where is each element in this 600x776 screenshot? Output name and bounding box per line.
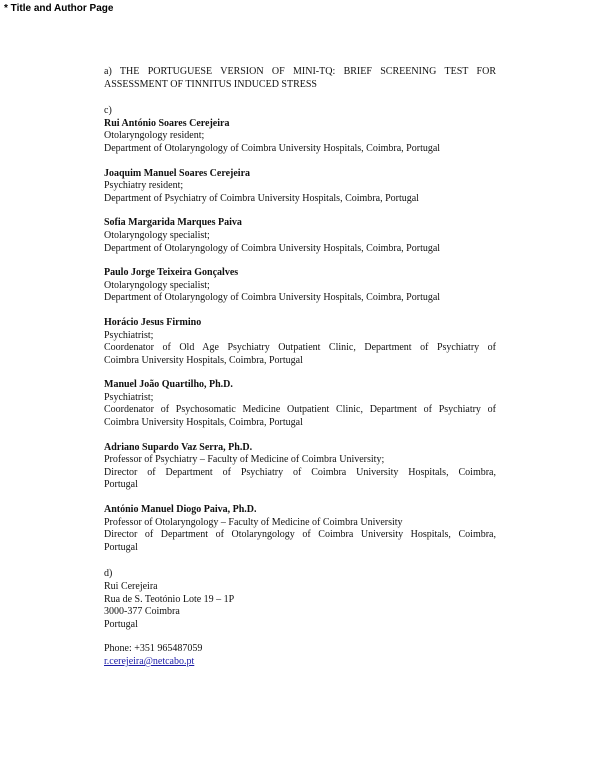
author-affiliation-line: Portugal — [104, 541, 138, 553]
page-header-label: * Title and Author Page — [4, 3, 114, 14]
contact-country: Portugal — [104, 618, 138, 630]
author-affiliation-line: Professor of Otolaryngology – Faculty of Medicine of Coimbra University — [104, 516, 403, 528]
contact-name: Rui Cerejeira — [104, 581, 158, 592]
author-block — [104, 168, 496, 206]
contact-phone-block — [104, 643, 496, 668]
author-affiliation-line: Director of Department of Psychiatry of Coimbra University Hospitals, Coimbra, — [104, 466, 496, 478]
author-name: Adriano Supardo Vaz Serra, Ph.D. — [104, 441, 253, 453]
contact-street: Rua de S. Teotónio Lote 19 – 1P — [104, 593, 235, 605]
author-affiliation-line: Department of Psychiatry of Coimbra University Hospitals, Coimbra, Portugal — [104, 192, 419, 204]
title-line-1: a) THE PORTUGUESE VERSION OF MINI-TQ: BRIEF SCREENING TEST FOR — [104, 66, 496, 77]
author-affiliation-line: Department of Otolaryngology of Coimbra University Hospitals, Coimbra, Portugal — [104, 142, 441, 154]
article-title — [104, 66, 496, 91]
contact-postal: 3000-377 Coimbra — [104, 606, 180, 618]
authors-section-label: c) — [104, 105, 112, 117]
author-block — [104, 217, 496, 255]
author-affiliation-line: Professor of Psychiatry – Faculty of Medicine of Coimbra University; — [104, 454, 385, 466]
contact-email-link[interactable]: r.cerejeira@netcabo.pt — [104, 655, 195, 667]
author-block — [104, 118, 496, 156]
author-block — [104, 504, 496, 554]
author-name: Horácio Jesus Firmino — [104, 316, 202, 328]
author-name: Manuel João Quartilho, Ph.D. — [104, 379, 233, 391]
document-body — [104, 66, 496, 669]
author-name: Rui António Soares Cerejeira — [104, 117, 230, 129]
author-name: Sofia Margarida Marques Paiva — [104, 217, 242, 229]
author-affiliation-line: Coimbra University Hospitals, Coimbra, Portugal — [104, 417, 303, 429]
author-block — [104, 442, 496, 492]
author-name: António Manuel Diogo Paiva, Ph.D. — [104, 504, 257, 516]
author-block — [104, 317, 496, 367]
author-affiliation-line: Psychiatry resident; — [104, 180, 184, 192]
author-affiliation-line: Department of Otolaryngology of Coimbra University Hospitals, Coimbra, Portugal — [104, 242, 441, 254]
contact-phone: Phone: +351 965487059 — [104, 643, 203, 655]
author-affiliation-line: Department of Otolaryngology of Coimbra University Hospitals, Coimbra, Portugal — [104, 292, 441, 304]
author-affiliation-line: Coimbra University Hospitals, Coimbra, Portugal — [104, 354, 303, 366]
author-list — [104, 118, 496, 555]
author-affiliation-line: Coordenator of Old Age Psychiatry Outpatient Clinic, Department of Psychiatry of — [104, 342, 496, 354]
author-affiliation-line: Director of Department of Otolaryngology of Coimbra University Hospitals, Coimbra, — [104, 529, 496, 541]
author-affiliation-line: Psychiatrist; — [104, 391, 154, 403]
author-affiliation-line: Otolaryngology specialist; — [104, 229, 210, 241]
author-block — [104, 267, 496, 305]
author-affiliation-line: Otolaryngology specialist; — [104, 279, 210, 291]
author-affiliation-line: Otolaryngology resident; — [104, 130, 205, 142]
author-affiliation-line: Portugal — [104, 479, 138, 491]
contact-block — [104, 581, 496, 631]
author-affiliation-line: Psychiatrist; — [104, 329, 154, 341]
author-affiliation-line: Coordenator of Psychosomatic Medicine Outpatient Clinic, Department of Psychiatry of — [104, 404, 496, 416]
contact-section-label: d) — [104, 568, 113, 580]
title-line-2: ASSESSMENT OF TINNITUS INDUCED STRESS — [104, 78, 317, 90]
author-block — [104, 379, 496, 429]
author-name: Paulo Jorge Teixeira Gonçalves — [104, 267, 239, 279]
author-name: Joaquim Manuel Soares Cerejeira — [104, 167, 251, 179]
